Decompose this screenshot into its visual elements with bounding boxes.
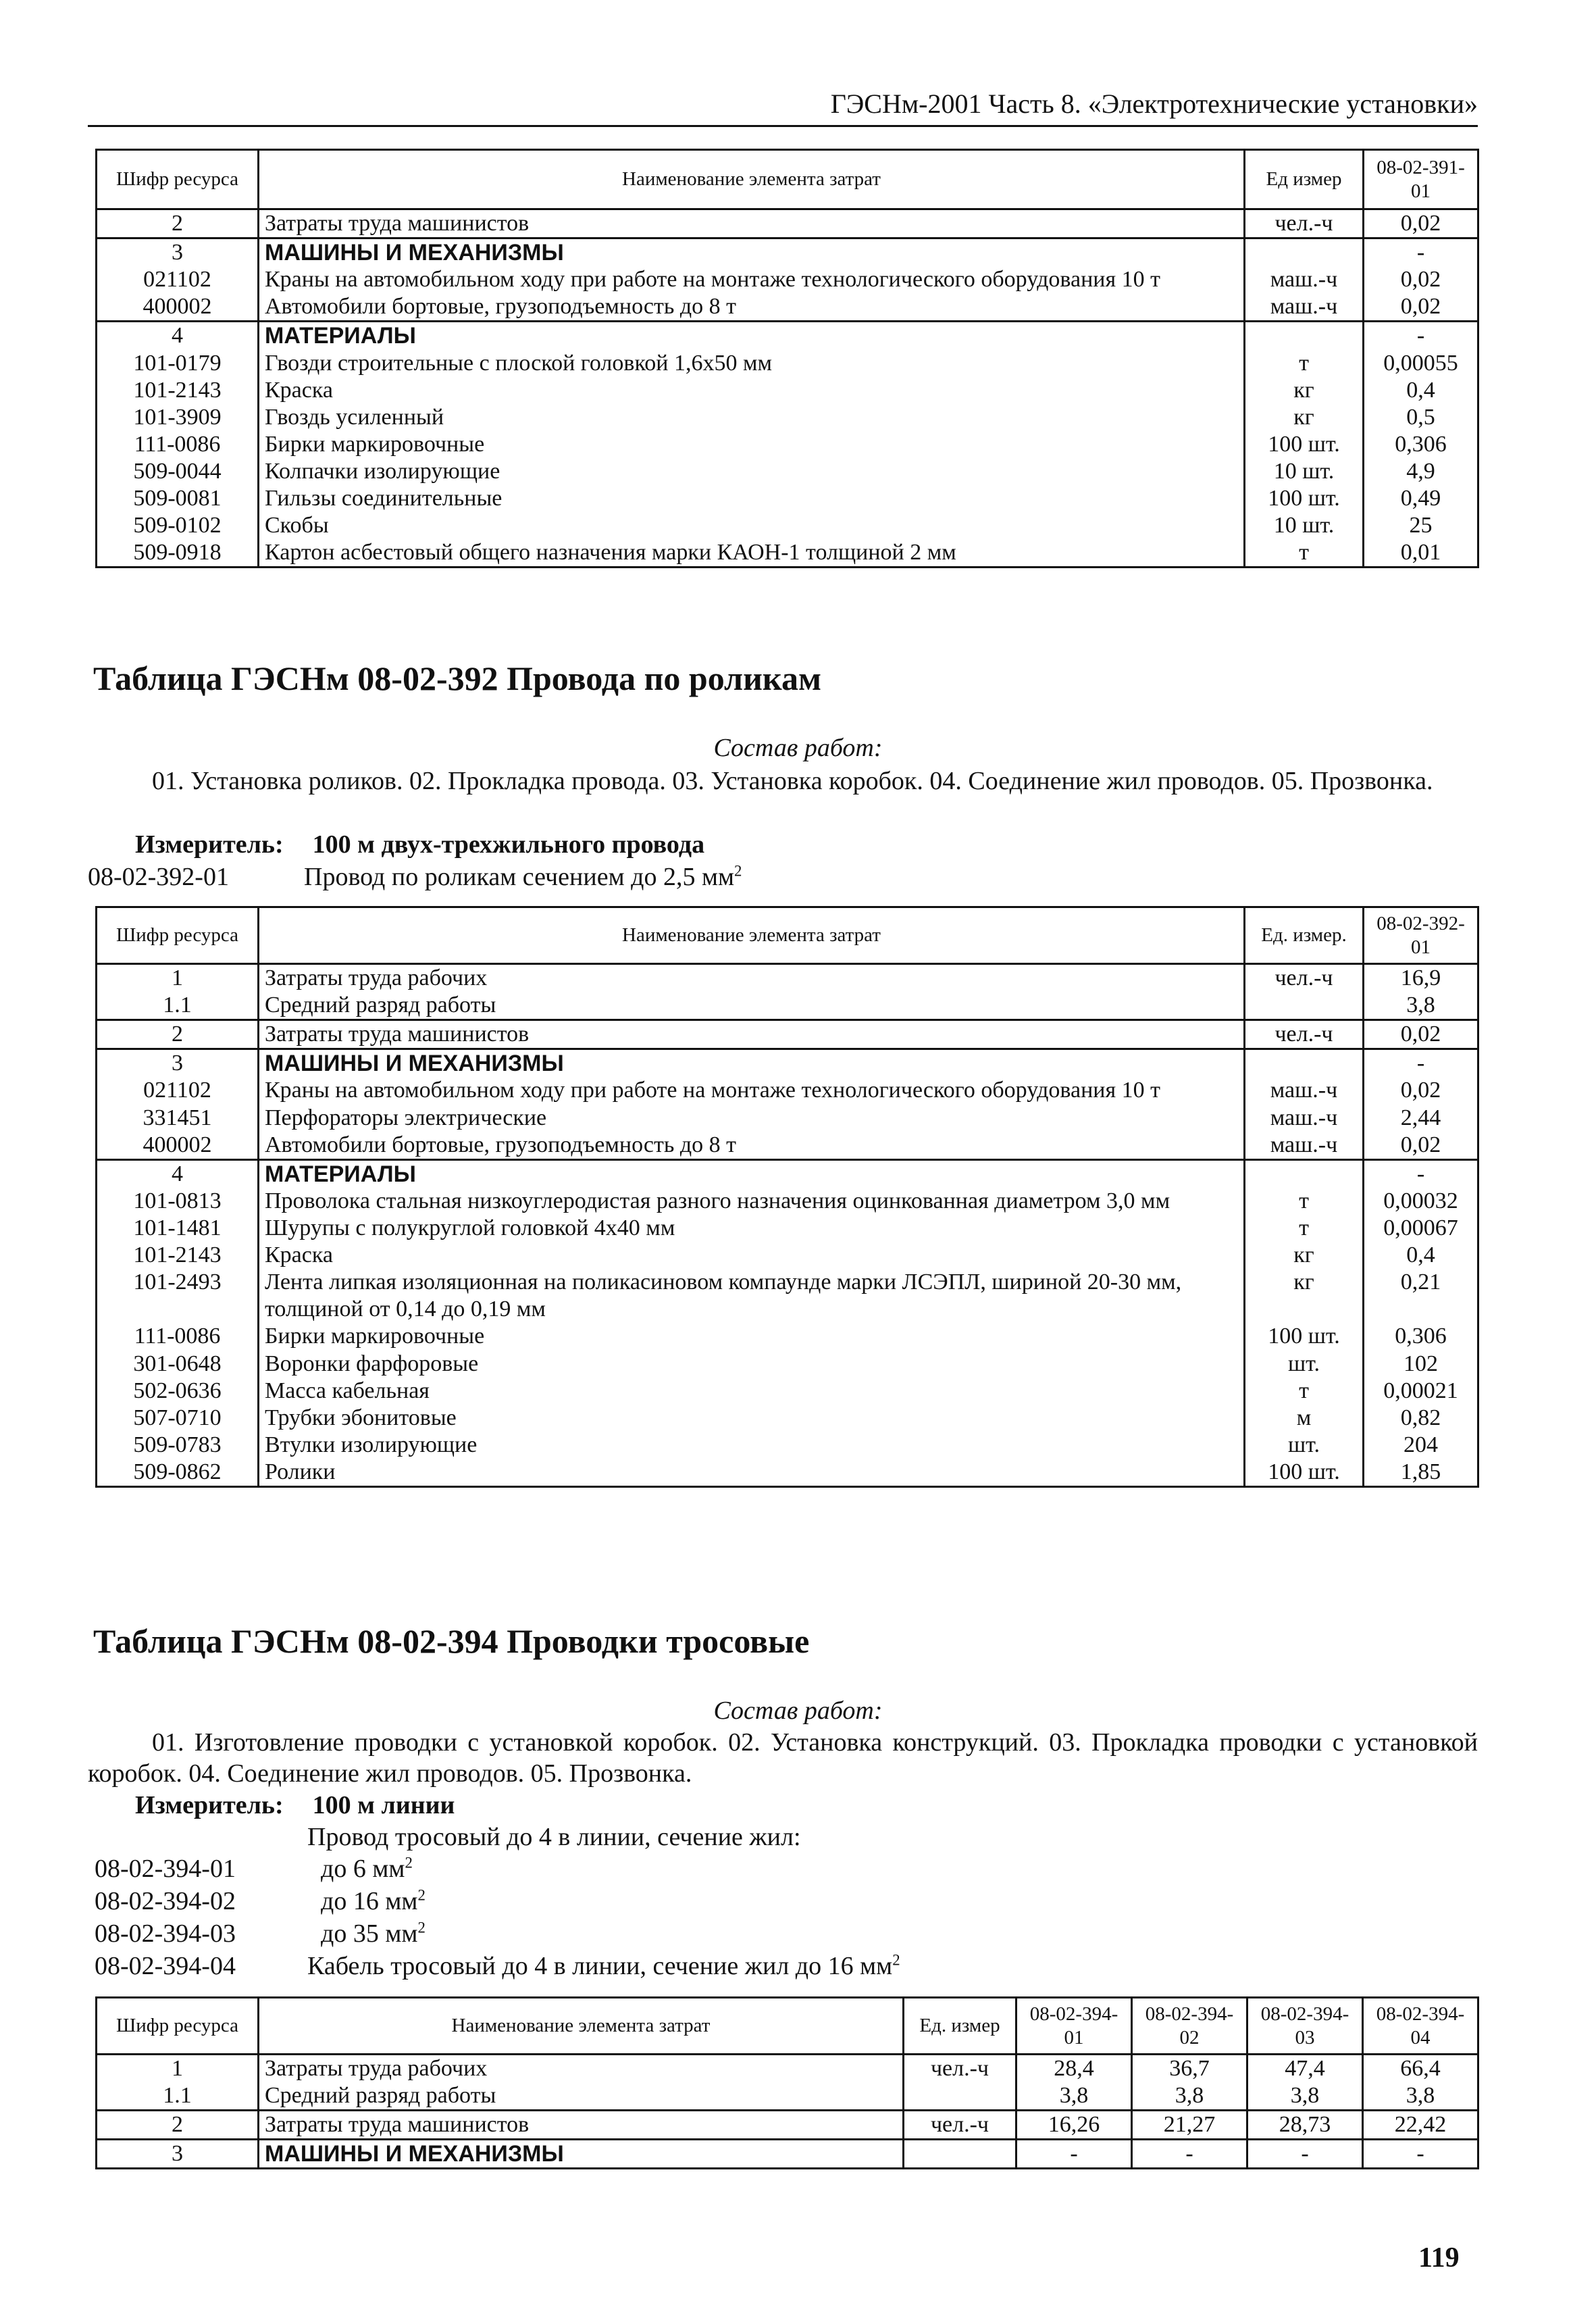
cell-value: 0,02	[1364, 1132, 1478, 1160]
variant-name-text: до 16 мм	[321, 1887, 418, 1915]
work-composition-text: 01. Установка роликов. 02. Прокладка провода. 03. Установка коробок. 04. Соединение жил проводов. 05. Прозвонка.	[152, 767, 1433, 795]
table-row	[97, 458, 1478, 485]
cell-value: 25	[1364, 512, 1478, 539]
cell-unit: чел.-ч	[1245, 209, 1364, 238]
cell-value: 4,9	[1364, 458, 1478, 485]
cell-code: 101-3909	[97, 404, 259, 431]
cell-value: 2,44	[1364, 1105, 1478, 1132]
table-row	[97, 238, 1478, 267]
meter-value: 100 м линии	[312, 1791, 455, 1819]
col-header-name: Наименование элемента затрат	[259, 907, 1245, 964]
cell-unit: 100 шт.	[1245, 1459, 1364, 1487]
section-heading: МАШИНЫ И МЕХАНИЗМЫ	[259, 2140, 904, 2169]
cell-code: 3	[97, 1049, 259, 1078]
table-row	[97, 1077, 1478, 1104]
cell-name: Колпачки изолирующие	[259, 458, 1245, 485]
cell-code: 4	[97, 322, 259, 350]
col-header-value: 08-02-394-02	[1132, 1998, 1247, 2055]
cell-value: 47,4	[1247, 2055, 1363, 2083]
cell-value: 28,4	[1016, 2055, 1132, 2083]
col-header-value: 08-02-391-01	[1364, 150, 1478, 209]
unit-exponent: 2	[417, 1886, 426, 1904]
norm-variant-code: 08-02-394-03	[95, 1919, 236, 1948]
cell-name: Перфораторы электрические	[259, 1105, 1245, 1132]
cell-name: Скобы	[259, 512, 1245, 539]
work-composition-heading: Состав работ:	[713, 734, 883, 762]
resource-table-394	[95, 1996, 1479, 2169]
cell-unit	[1245, 992, 1364, 1020]
cell-code: 4	[97, 1159, 259, 1188]
cell-unit: т	[1245, 1378, 1364, 1405]
cell-code: 111-0086	[97, 431, 259, 458]
col-header-value: 08-02-394-01	[1016, 1998, 1132, 2055]
table-row	[97, 1323, 1478, 1350]
cell-unit: т	[1245, 350, 1364, 377]
norm-variant-name	[321, 1854, 413, 1884]
cell-name: Втулки изолирующие	[259, 1432, 1245, 1459]
cell-unit: шт.	[1245, 1351, 1364, 1378]
cell-code: 2	[97, 2111, 259, 2140]
cell-unit: 100 шт.	[1245, 1323, 1364, 1350]
col-header-code: Шифр ресурса	[97, 907, 259, 964]
col-header-unit: Ед измер	[1245, 150, 1364, 209]
table-row	[97, 293, 1478, 322]
cell-value: 36,7	[1132, 2055, 1247, 2083]
cell-name: Проволока стальная низкоуглеродистая разного назначения оцинкованная диаметром 3,0 мм	[259, 1188, 1245, 1215]
cell-value: 0,82	[1364, 1405, 1478, 1432]
work-composition-text: 01. Изготовление проводки с установкой коробок. 02. Установка конструкций. 03. Прокладка проводки с установкой коробок. 04. Соединение жил проводов. 05. Прозвонка.	[88, 1728, 1478, 1788]
col-header-code: Шифр ресурса	[97, 1998, 259, 2055]
running-header: ГЭСНм-2001 Часть 8. «Электротехнические установки»	[88, 88, 1478, 127]
cell-code: 400002	[97, 1132, 259, 1160]
norm-variant-name	[304, 862, 742, 892]
variant-group-label: Провод тросовый до 4 в линии, сечение жил:	[307, 1823, 801, 1851]
variant-name-text: Провод по роликам сечением до 2,5 мм	[304, 863, 735, 891]
cell-unit	[1245, 1159, 1364, 1188]
cell-name: Шурупы с полукруглой головкой 4х40 мм	[259, 1215, 1245, 1242]
cell-unit: чел.-ч	[904, 2111, 1016, 2140]
cell-name: Трубки эбонитовые	[259, 1405, 1245, 1432]
cell-value: 21,27	[1132, 2111, 1247, 2140]
table-row	[97, 539, 1478, 568]
cell-code: 1	[97, 964, 259, 992]
table-row	[97, 1159, 1478, 1188]
cell-unit: 10 шт.	[1245, 458, 1364, 485]
cell-unit: кг	[1245, 1269, 1364, 1323]
variant-name-text: до 6 мм	[321, 1855, 405, 1883]
cell-value: -	[1247, 2140, 1363, 2169]
resource-table-392	[95, 906, 1479, 1488]
table-row	[97, 266, 1478, 293]
cell-value: -	[1016, 2140, 1132, 2169]
cell-name: Краны на автомобильном ходу при работе на монтаже технологического оборудования 10 т	[259, 266, 1245, 293]
table-row	[97, 1459, 1478, 1487]
cell-name: Гвоздь усиленный	[259, 404, 1245, 431]
cell-name: Бирки маркировочные	[259, 1323, 1245, 1350]
cell-unit: м	[1245, 1405, 1364, 1432]
cell-code: 2	[97, 1020, 259, 1049]
cell-value: 16,26	[1016, 2111, 1132, 2140]
table-row	[97, 2082, 1478, 2111]
section-heading: МАТЕРИАЛЫ	[259, 1159, 1245, 1188]
cell-name: Затраты труда рабочих	[259, 964, 1245, 992]
cell-name: Бирки маркировочные	[259, 431, 1245, 458]
table-row	[97, 322, 1478, 350]
table-row	[97, 964, 1478, 992]
table-row	[97, 485, 1478, 512]
cell-value: -	[1132, 2140, 1247, 2169]
cell-code: 331451	[97, 1105, 259, 1132]
cell-value: 0,00067	[1364, 1215, 1478, 1242]
cell-value: -	[1364, 1159, 1478, 1188]
norm-variant-name	[321, 1919, 426, 1948]
cell-code: 509-0783	[97, 1432, 259, 1459]
cell-value: 0,4	[1364, 1242, 1478, 1269]
cell-value: 3,8	[1016, 2082, 1132, 2111]
norm-variant-code: 08-02-394-02	[95, 1887, 236, 1915]
cell-unit: маш.-ч	[1245, 266, 1364, 293]
variant-name-text: Кабель тросовый до 4 в линии, сечение жил до 16 мм	[307, 1952, 893, 1980]
cell-value: 3,8	[1364, 992, 1478, 1020]
cell-value: 66,4	[1363, 2055, 1478, 2083]
unit-exponent: 2	[734, 862, 742, 880]
cell-unit: 100 шт.	[1245, 431, 1364, 458]
cell-code: 1.1	[97, 992, 259, 1020]
cell-unit: т	[1245, 1215, 1364, 1242]
cell-code: 101-2143	[97, 1242, 259, 1269]
col-header-unit: Ед. измер	[904, 1998, 1016, 2055]
section-heading: МАШИНЫ И МЕХАНИЗМЫ	[259, 1049, 1245, 1078]
cell-unit	[904, 2140, 1016, 2169]
table-row	[97, 209, 1478, 238]
cell-value: -	[1364, 1049, 1478, 1078]
cell-unit: чел.-ч	[904, 2055, 1016, 2083]
section-heading: МАШИНЫ И МЕХАНИЗМЫ	[259, 238, 1245, 267]
cell-code: 400002	[97, 293, 259, 322]
table-title-392: Таблица ГЭСНм 08-02-392 Провода по роликам	[93, 659, 822, 697]
cell-value: 0,5	[1364, 404, 1478, 431]
cell-name: Затраты труда машинистов	[259, 209, 1245, 238]
table-row	[97, 2111, 1478, 2140]
cell-code: 1	[97, 2055, 259, 2083]
table-row	[97, 1132, 1478, 1160]
cell-unit	[904, 2082, 1016, 2111]
cell-code: 101-2143	[97, 377, 259, 404]
cell-value: 3,8	[1132, 2082, 1247, 2111]
cell-unit: кг	[1245, 377, 1364, 404]
table-row	[97, 512, 1478, 539]
cell-name: Затраты труда машинистов	[259, 1020, 1245, 1049]
cell-name: Лента липкая изоляционная на поликасиновом компаунде марки ЛСЭПЛ, шириной 20-30 мм, толщиной от 0,14 до 0,19 мм	[259, 1269, 1245, 1323]
cell-value: 0,02	[1364, 293, 1478, 322]
table-row	[97, 377, 1478, 404]
meter-value: 100 м двух-трехжильного провода	[312, 830, 705, 859]
cell-value: 28,73	[1247, 2111, 1363, 2140]
cell-value: -	[1364, 322, 1478, 350]
cell-name: Автомобили бортовые, грузоподъемность до 8 т	[259, 293, 1245, 322]
cell-code: 3	[97, 2140, 259, 2169]
cell-unit: 10 шт.	[1245, 512, 1364, 539]
cell-value: 0,01	[1364, 539, 1478, 568]
table-row	[97, 1432, 1478, 1459]
cell-value: 0,02	[1364, 1077, 1478, 1104]
cell-value: 0,00032	[1364, 1188, 1478, 1215]
table-row	[97, 1105, 1478, 1132]
unit-exponent: 2	[417, 1919, 426, 1936]
cell-code: 507-0710	[97, 1405, 259, 1432]
table-row	[97, 1378, 1478, 1405]
cell-code: 021102	[97, 266, 259, 293]
cell-value: 0,02	[1364, 1020, 1478, 1049]
cell-code: 2	[97, 209, 259, 238]
cell-unit: маш.-ч	[1245, 1077, 1364, 1104]
cell-value: 204	[1364, 1432, 1478, 1459]
cell-unit: т	[1245, 539, 1364, 568]
cell-code: 3	[97, 238, 259, 267]
cell-unit: кг	[1245, 404, 1364, 431]
cell-value: 3,8	[1363, 2082, 1478, 2111]
cell-value: 0,306	[1364, 431, 1478, 458]
cell-code: 509-0081	[97, 485, 259, 512]
cell-unit	[1245, 238, 1364, 267]
norm-variant-name	[321, 1886, 426, 1916]
cell-unit: чел.-ч	[1245, 1020, 1364, 1049]
cell-unit	[1245, 322, 1364, 350]
cell-value: 16,9	[1364, 964, 1478, 992]
cell-name: Средний разряд работы	[259, 2082, 904, 2111]
cell-name: Краны на автомобильном ходу при работе на монтаже технологического оборудования 10 т	[259, 1077, 1245, 1104]
cell-code: 101-0813	[97, 1188, 259, 1215]
cell-unit: шт.	[1245, 1432, 1364, 1459]
cell-code: 101-1481	[97, 1215, 259, 1242]
section-heading: МАТЕРИАЛЫ	[259, 322, 1245, 350]
cell-value: 0,00055	[1364, 350, 1478, 377]
table-row	[97, 992, 1478, 1020]
norm-variant-code: 08-02-394-04	[95, 1952, 236, 1980]
unit-exponent: 2	[892, 1951, 900, 1969]
cell-unit: т	[1245, 1188, 1364, 1215]
table-row	[97, 1405, 1478, 1432]
norm-variant-code: 08-02-392-01	[88, 863, 229, 891]
cell-name: Затраты труда рабочих	[259, 2055, 904, 2083]
meter	[135, 1790, 455, 1820]
table-row	[97, 1188, 1478, 1215]
cell-code: 021102	[97, 1077, 259, 1104]
table-row	[97, 1049, 1478, 1078]
work-composition-heading: Состав работ:	[713, 1696, 883, 1725]
cell-name: Гильзы соединительные	[259, 485, 1245, 512]
table-row	[97, 1269, 1478, 1323]
cell-name: Затраты труда машинистов	[259, 2111, 904, 2140]
cell-code: 509-0918	[97, 539, 259, 568]
norm-variant-code: 08-02-394-01	[95, 1855, 236, 1883]
cell-name: Краска	[259, 1242, 1245, 1269]
cell-name: Картон асбестовый общего назначения марки КАОН-1 толщиной 2 мм	[259, 539, 1245, 568]
cell-code: 101-2493	[97, 1269, 259, 1323]
cell-code: 301-0648	[97, 1351, 259, 1378]
col-header-code: Шифр ресурса	[97, 150, 259, 209]
table-row	[97, 1215, 1478, 1242]
cell-unit: маш.-ч	[1245, 1105, 1364, 1132]
col-header-name: Наименование элемента затрат	[259, 150, 1245, 209]
table-row	[97, 431, 1478, 458]
unit-exponent: 2	[405, 1854, 413, 1871]
cell-value: 0,00021	[1364, 1378, 1478, 1405]
col-header-name: Наименование элемента затрат	[259, 1998, 904, 2055]
cell-code: 502-0636	[97, 1378, 259, 1405]
page-number: 119	[1418, 2242, 1460, 2273]
cell-value: 1,85	[1364, 1459, 1478, 1487]
cell-code: 509-0102	[97, 512, 259, 539]
cell-value: 0,49	[1364, 485, 1478, 512]
variant-name-text: до 35 мм	[321, 1919, 418, 1948]
resource-table-391	[95, 149, 1479, 568]
col-header-unit: Ед. измер.	[1245, 907, 1364, 964]
cell-value: 0,306	[1364, 1323, 1478, 1350]
cell-name: Автомобили бортовые, грузоподъемность до 8 т	[259, 1132, 1245, 1160]
table-title-394: Таблица ГЭСНм 08-02-394 Проводки тросовые	[93, 1622, 810, 1660]
col-header-value: 08-02-394-03	[1247, 1998, 1363, 2055]
meter	[135, 830, 704, 859]
cell-code: 111-0086	[97, 1323, 259, 1350]
cell-unit: 100 шт.	[1245, 485, 1364, 512]
table-row	[97, 2055, 1478, 2083]
meter-label: Измеритель:	[135, 830, 284, 859]
cell-name: Средний разряд работы	[259, 992, 1245, 1020]
cell-value: 0,02	[1364, 266, 1478, 293]
cell-name: Гвозди строительные с плоской головкой 1,6х50 мм	[259, 350, 1245, 377]
cell-code: 509-0044	[97, 458, 259, 485]
meter-label: Измеритель:	[135, 1791, 284, 1819]
cell-value: -	[1363, 2140, 1478, 2169]
table-row	[97, 350, 1478, 377]
cell-value: -	[1364, 238, 1478, 267]
table-row	[97, 1020, 1478, 1049]
cell-name: Краска	[259, 377, 1245, 404]
table-row	[97, 2140, 1478, 2169]
cell-name: Масса кабельная	[259, 1378, 1245, 1405]
cell-code: 509-0862	[97, 1459, 259, 1487]
cell-unit: кг	[1245, 1242, 1364, 1269]
table-row	[97, 404, 1478, 431]
cell-code: 1.1	[97, 2082, 259, 2111]
cell-name: Ролики	[259, 1459, 1245, 1487]
norm-variant-name	[307, 1951, 900, 1981]
cell-value: 3,8	[1247, 2082, 1363, 2111]
cell-unit: чел.-ч	[1245, 964, 1364, 992]
cell-code: 101-0179	[97, 350, 259, 377]
col-header-value: 08-02-394-04	[1363, 1998, 1478, 2055]
cell-unit: маш.-ч	[1245, 293, 1364, 322]
cell-name: Воронки фарфоровые	[259, 1351, 1245, 1378]
table-row	[97, 1242, 1478, 1269]
cell-value: 102	[1364, 1351, 1478, 1378]
cell-unit	[1245, 1049, 1364, 1078]
cell-value: 22,42	[1363, 2111, 1478, 2140]
cell-value: 0,21	[1364, 1269, 1478, 1323]
cell-value: 0,4	[1364, 377, 1478, 404]
col-header-value: 08-02-392-01	[1364, 907, 1478, 964]
cell-unit: маш.-ч	[1245, 1132, 1364, 1160]
cell-value: 0,02	[1364, 209, 1478, 238]
table-row	[97, 1351, 1478, 1378]
